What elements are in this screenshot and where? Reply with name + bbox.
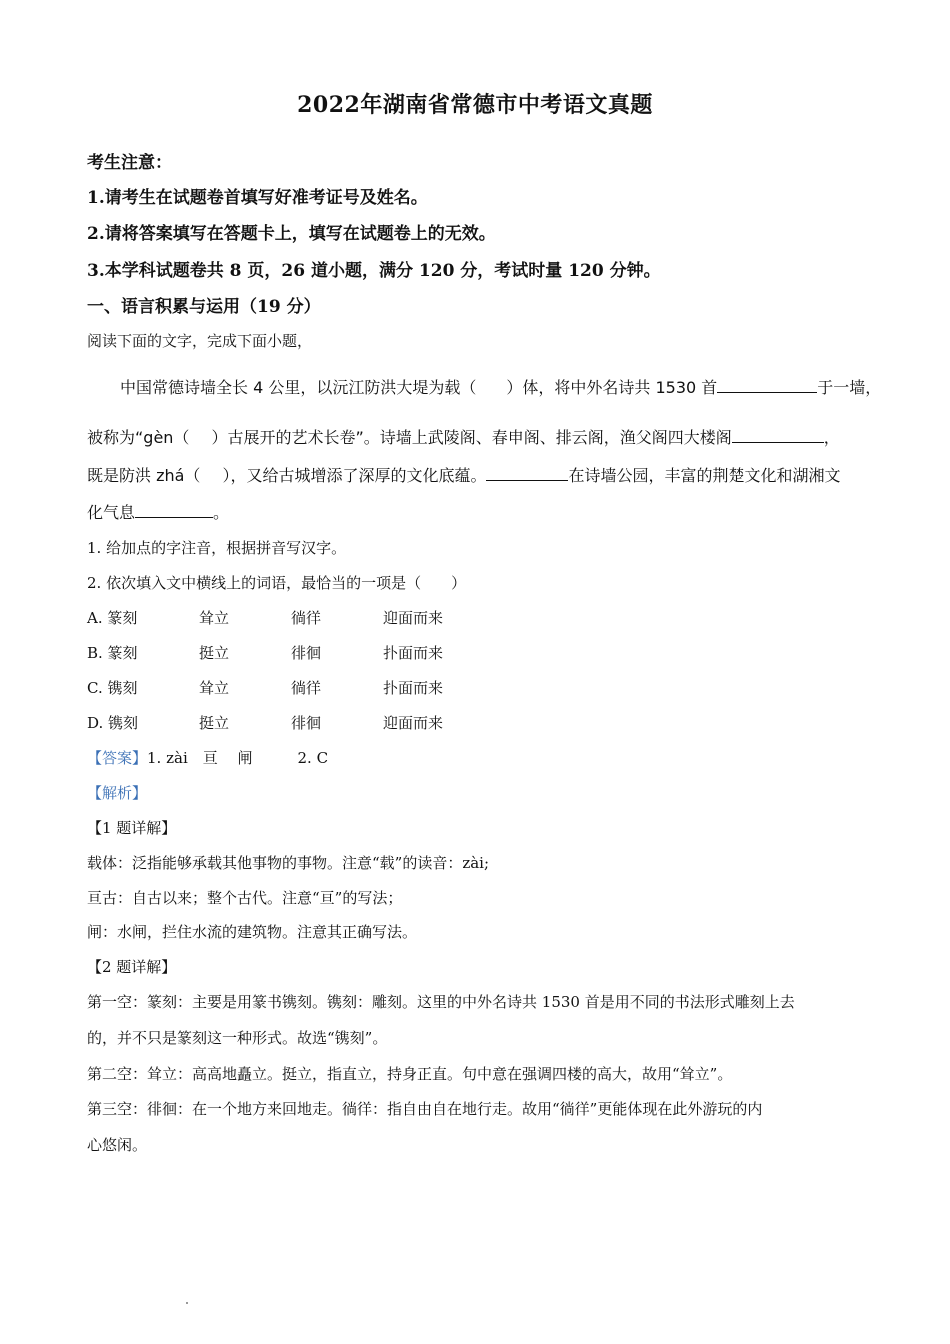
analysis-q2-line-5: 心悠闲。: [87, 1136, 148, 1154]
option-word: 迎面而来: [383, 609, 444, 627]
analysis-q2-line-4: 第三空：徘徊：在一个地方来回地走。徜徉：指自由自在地行走。故用“徜徉”更能体现在此外游玩的内: [87, 1100, 763, 1118]
section-instruction: 阅读下面的文字，完成下面小题，: [87, 332, 313, 350]
option-word: 徜徉: [291, 679, 322, 697]
passage-line-4: [87, 500, 229, 523]
fill-blank: [732, 426, 824, 443]
option-word: 扑面而来: [383, 679, 444, 697]
passage-text: （: [460, 378, 477, 397]
option-label: C. 镌刻: [87, 679, 138, 697]
option-word: 耸立: [199, 679, 230, 697]
answer-tag: 【答案】: [87, 749, 148, 767]
option-word: 徘徊: [291, 644, 322, 662]
option-word: 挺立: [199, 644, 230, 662]
section-heading: 一、语言积累与运用（19 分）: [87, 297, 321, 317]
passage-text: 既是防洪 zhá（: [87, 466, 201, 485]
answer-line: [87, 747, 328, 768]
analysis-tag: 【解析】: [87, 784, 148, 802]
analysis-q1-line-1: 载体：泛指能够承载其他事物的事物。注意“载”的读音：zài;: [87, 854, 490, 872]
analysis-q1-head: 【1 题详解】: [87, 819, 177, 837]
answer-text: 1. zài 亘 闸 2. C: [147, 749, 329, 767]
fill-blank: [486, 464, 568, 481]
option-b: [87, 642, 443, 663]
passage-text: 化气息: [87, 503, 136, 522]
option-label: D. 镌刻: [87, 714, 139, 732]
option-word: 迎面而来: [383, 714, 444, 732]
option-word: 挺立: [199, 714, 230, 732]
analysis-q2-line-3: 第二空：耸立：高高地矗立。挺立，指直立，持身正直。句中意在强调四楼的高大，故用“耸立”。: [87, 1065, 733, 1083]
option-word: 徜徉: [291, 609, 322, 627]
passage-text: ），又给古城增添了深厚的文化底蕴。: [222, 466, 487, 485]
analysis-q1-line-3: 闸：水闸，拦住水流的建筑物。注意其正确写法。: [87, 923, 418, 941]
analysis-q2-line-2: 的，并不只是篆刻这一种形式。故选“镌刻”。: [87, 1029, 388, 1047]
option-a: [87, 607, 443, 628]
analysis-q1-line-2: 亘古：自古以来；整个古代。注意“亘”的写法；: [87, 889, 403, 907]
option-label: A. 篆刻: [87, 609, 138, 627]
option-word: 耸立: [199, 609, 230, 627]
analysis-q2-head: 【2 题详解】: [87, 958, 177, 976]
notice-item-1: 1.请考生在试题卷首填写好准考证号及姓名。: [87, 188, 428, 208]
page-title: 2022年湖南省常德市中考语文真题: [297, 92, 653, 118]
dotted-char: 载: [444, 378, 461, 397]
option-c: [87, 677, 443, 698]
option-d: [87, 712, 443, 733]
passage-line-2: [87, 425, 840, 448]
passage-text: 。: [213, 503, 230, 522]
passage-text: ）体，将中外名诗共 1530 首: [506, 378, 718, 397]
question-2: 2. 依次填入文中横线上的词语，最恰当的一项是（ ）: [87, 574, 467, 592]
notice-item-3: 3.本学科试题卷共 8 页，26 道小题，满分 120 分，考试时量 120 分钟。: [87, 261, 661, 281]
passage-text: 被称为“gèn（: [87, 428, 190, 447]
passage-text: ）古展开的艺术长卷”。诗墙上武陵阁、春申阁、排云阁，渔父阁四大楼阁: [211, 428, 732, 447]
option-word: 徘徊: [291, 714, 322, 732]
analysis-q2-line-1: 第一空：篆刻：主要是用篆书镌刻。镌刻：雕刻。这里的中外名诗共 1530 首是用不同的书法形式雕刻上去: [87, 993, 795, 1011]
notice-item-2: 2.请将答案填写在答题卡上，填写在试题卷上的无效。: [87, 224, 496, 244]
option-word: 扑面而来: [383, 644, 444, 662]
passage-line-1: [120, 375, 881, 398]
footer-dot: [186, 1302, 188, 1304]
fill-blank: [135, 501, 213, 518]
option-label: B. 篆刻: [87, 644, 138, 662]
question-1: 1. 给加点的字注音，根据拼音写汉字。: [87, 539, 347, 557]
passage-text: 于一墙，: [817, 378, 882, 397]
passage-line-3: [87, 463, 840, 486]
passage-text: 在诗墙公园，丰富的荆楚文化和湖湘文: [568, 466, 841, 485]
notice-heading: 考生注意：: [87, 153, 172, 173]
passage-text: 中国常德诗墙全长 4 公里，以沅江防洪大堤为: [120, 378, 445, 397]
fill-blank: [717, 376, 817, 393]
passage-text: ，: [823, 428, 840, 447]
